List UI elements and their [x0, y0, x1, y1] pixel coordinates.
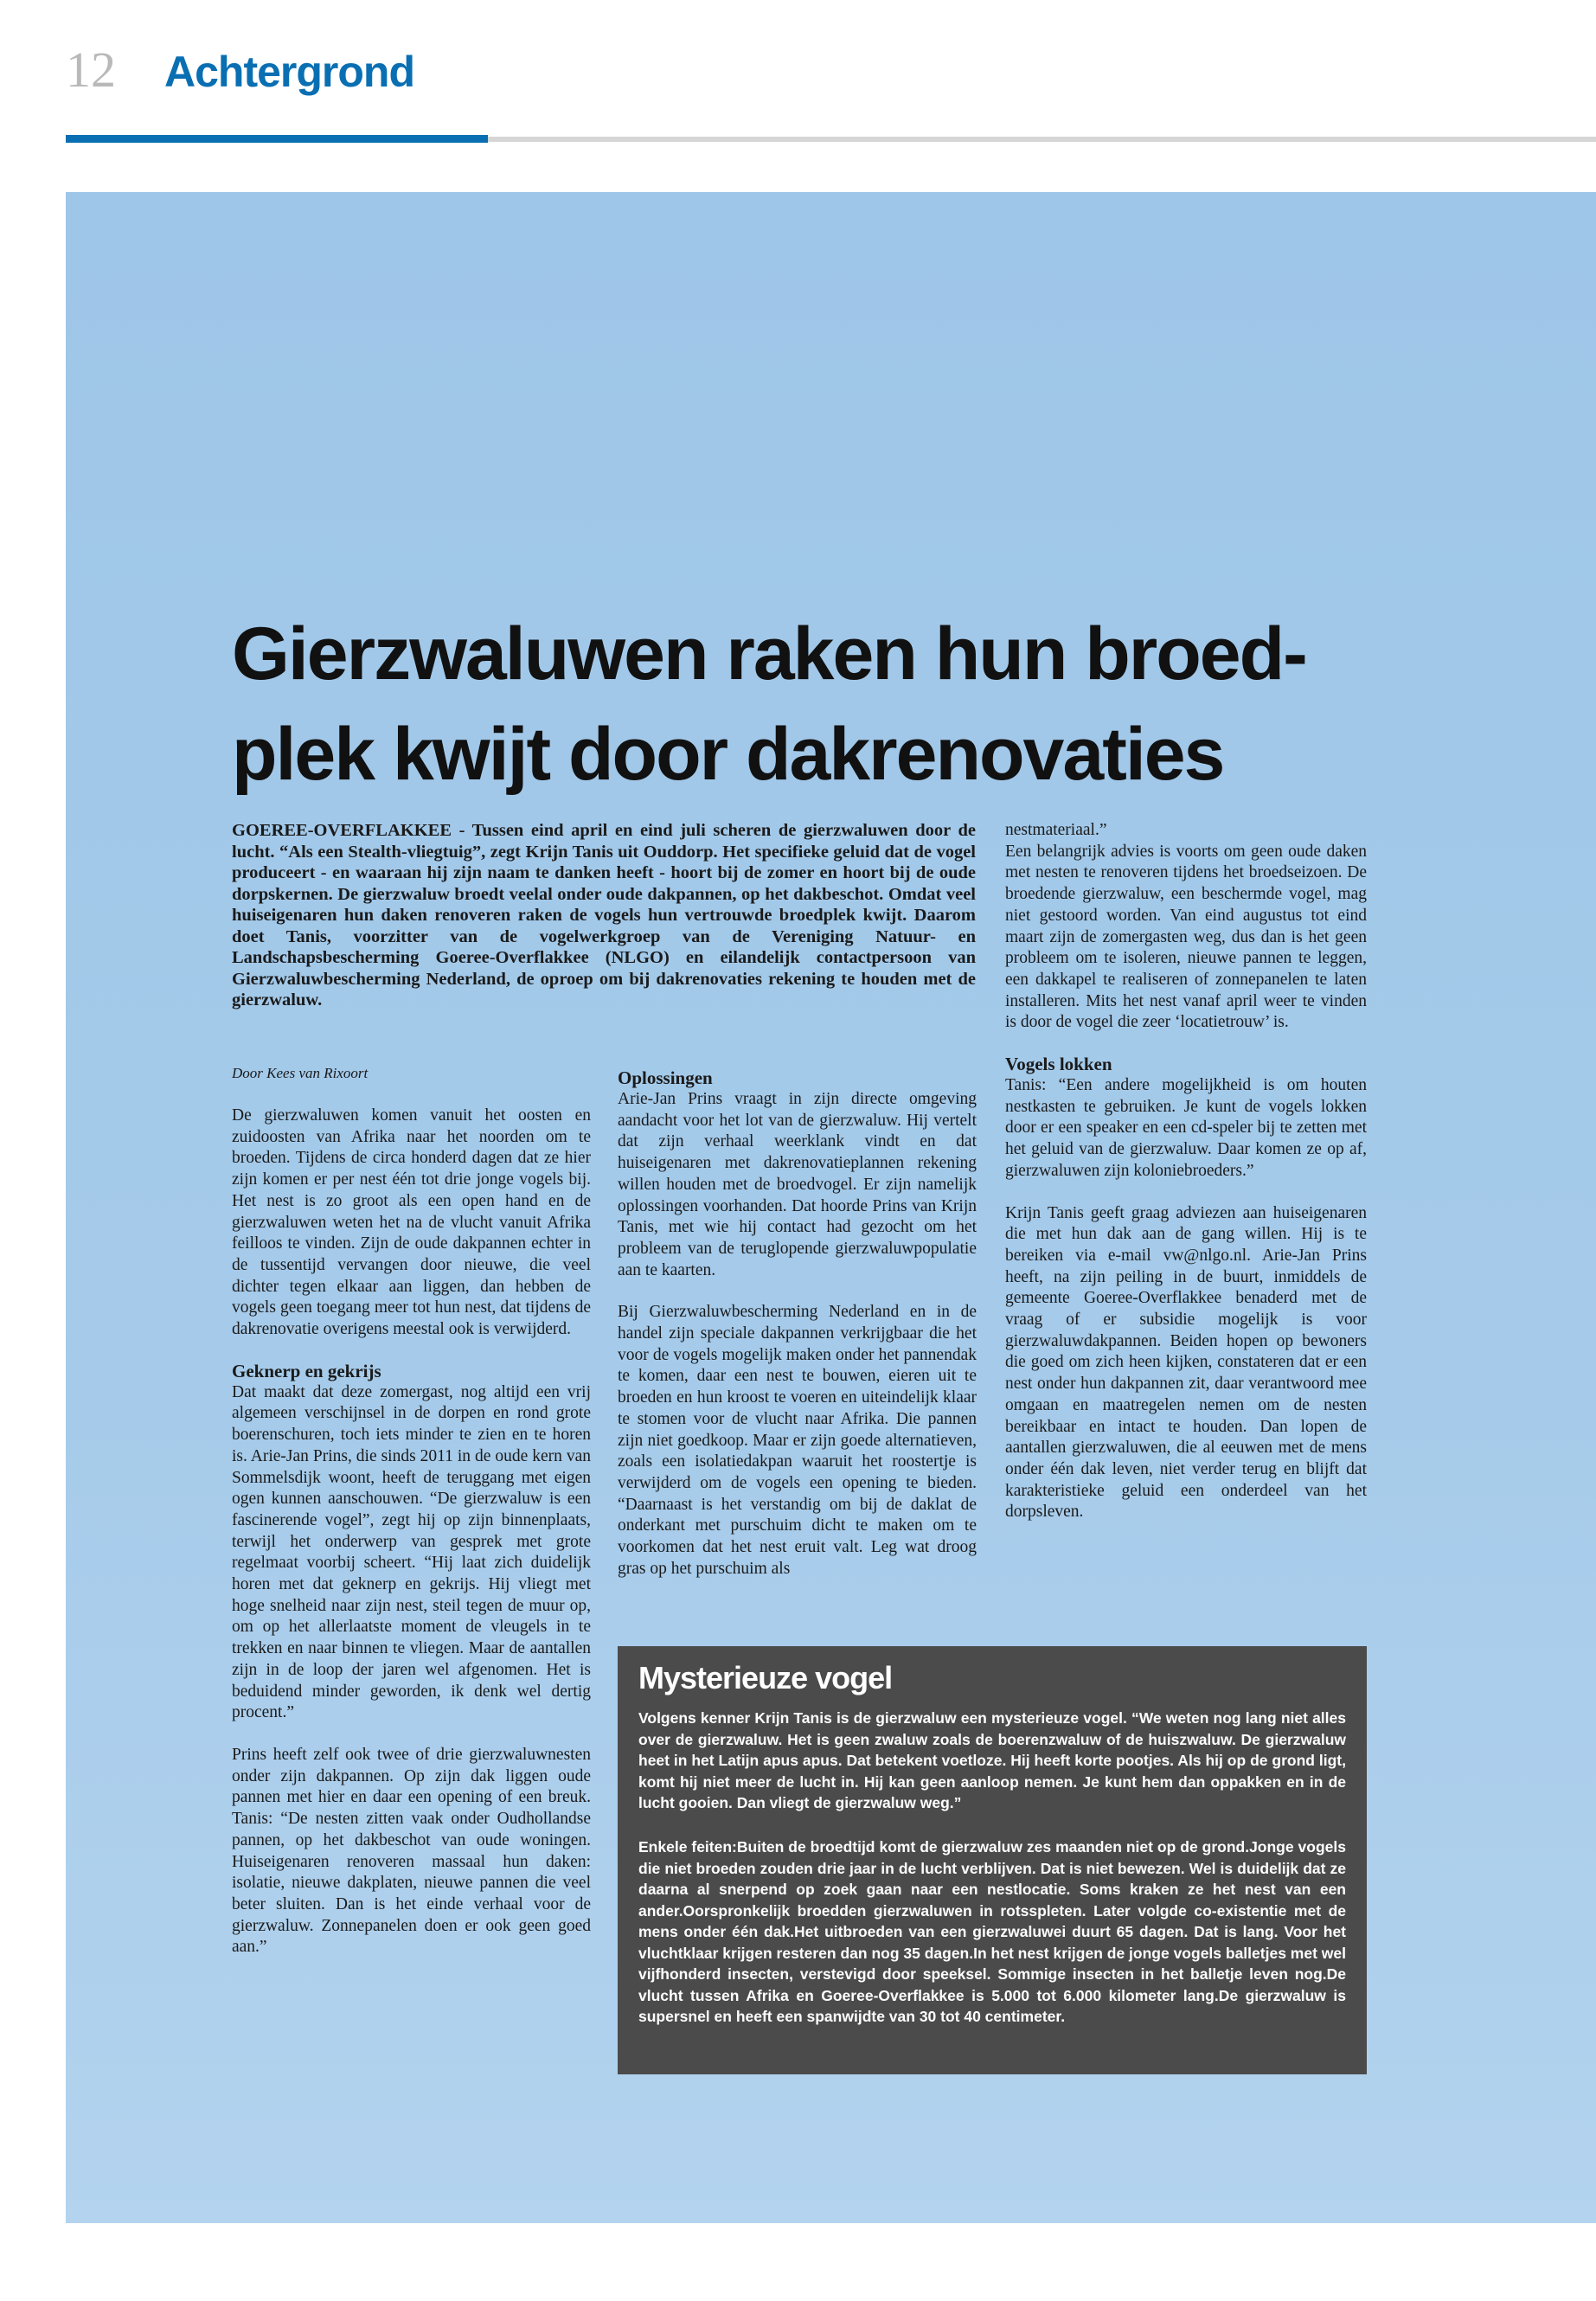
paragraph: De gierzwaluwen komen vanuit het oosten en zuidoosten van Afrika naar het noorden om te broeden. Tijdens de circa honderd dagen dat ze hier zijn komen er per nest één tot drie jonge vogels bij. Het nest is zo groot als een open hand en de gierzwaluwen weten het na de vlucht vanuit Afrika feilloos te vinden. Zijn de oude dakpannen echter in de tussentijd vervangen door nieuwe, die veel dichter tegen elkaar aan liggen, dan hebben de vogels geen toegang meer tot hun nest, dat tijdens de dakrenovatie overigens meestal ook is verwijderd. — [232, 1106, 591, 1339]
header-rule-accent — [66, 135, 488, 143]
sidebar-box — [618, 1646, 1367, 2074]
article-lead: GOEREE-OVERFLAKKEE - Tussen eind april en eind juli scheren de gierzwaluwen door de lucht. “Als een Stealth-vliegtuig”, zegt Krijn Tanis uit Ouddorp. Het specifieke geluid dat de vogel produceert - en waaraan hij zijn naam te danken heeft - hoort bij de zomer en hoort bij de oude dorpskernen. De gierzwaluw broedt veelal onder oude dakpannen, op het dakbeschot. Omdat veel huiseigenaren hun daken renoveren raken de vogels hun vertrouwde broedplek kwijt. Daarom doet Tanis, voorzitter van de vogelwerkgroep van de Vereniging Natuur- en Landschapsbescherming Goeree-Overflakkee (NLGO) en eilandelijk contactpersoon van Gierzwaluwbescherming Nederland, de oproep om bij dakrenovaties rekening te houden met de gierzwaluw. — [232, 821, 976, 1009]
article-headline: Gierzwaluwen raken hun broed-plek kwijt door dakrenovaties — [232, 612, 1306, 796]
paragraph: nestmateriaal.” — [1005, 821, 1107, 839]
article-column-1 — [232, 1064, 591, 1958]
paragraph: Tanis: “Een andere mogelijkheid is om houten nestkasten te gebruiken. Je kunt de vogels lokken door er een speaker en een cd-speler bij te zetten met het geluid van de gierzwaluw. Daar komen ze op af, gierzwaluwen zijn koloniebroeders.” — [1005, 1076, 1367, 1180]
paragraph: Dat maakt dat deze zomergast, nog altijd een vrij algemeen verschijnsel in de dorpen en rond grote boerenschuren, toch iets minder te zien en te horen is. Arie-Jan Prins, die sinds 2011 in de oude kern van Sommelsdijk woont, heeft de teruggang met eigen ogen kunnen aanschouwen. “De gierzwaluw is een fascinerende vogel”, zegt hij op zijn binnenplaats, terwijl het onderwerp van gesprek met grote regelmaat voorbij scheert. “Hij laat zich duidelijk horen met dat geknerp en gekrijs. Hij vliegt met hoge snelheid naar zijn nest, steil tegen de muur op, om op het allerlaatste moment de vleugels in te trekken en naar binnen te vliegen. Maar de aantallen zijn in de loop der jaren wel afgenomen. Het is beduidend minder geworden, ik denk wel dertig procent.” — [232, 1382, 591, 1722]
subheading: Geknerp en gekrijs — [232, 1360, 381, 1381]
paragraph: Een belangrijk advies is voorts om geen oude daken met nesten te renoveren tijdens het broedseizoen. De broedende gierzwaluw, een beschermde vogel, mag niet gestoord worden. Van eind augustus tot eind maart zijn de zomergasten weg, dus dan is het geen probleem om te isoleren, nieuwe pannen te leggen, een dakkapel te realiseren of zonnepanelen te laten installeren. Mits het nest vanaf april weer te vinden is door de vogel die zeer ‘locatietrouw’ is. — [1005, 842, 1367, 1032]
page-number: 12 — [66, 42, 116, 98]
byline: Door Kees van Rixoort — [232, 1065, 369, 1081]
subheading: Oplossingen — [618, 1067, 713, 1088]
article-column-2 — [618, 1067, 977, 1580]
section-title: Achtergrond — [164, 48, 414, 96]
sidebar-title: Mysterieuze vogel — [638, 1660, 893, 1695]
sidebar-paragraph: Volgens kenner Krijn Tanis is de gierzwaluw een mysterieuze vogel. “We weten nog lang niet alles over de gierzwaluw. Het is geen zwaluw zoals de boerenzwaluw of de huiszwaluw. De gierzwaluw heet in het Latijn apus apus. Dat betekent voetloze. Hij heeft korte pootjes. Als hij op de grond ligt, komt hij niet meer de lucht in. Hij kan geen aanloop nemen. Je kunt hem dan oppakken en in de lucht gooien. Dan vliegt de gierzwaluw weg.” — [638, 1709, 1346, 1811]
paragraph: Arie-Jan Prins vraagt in zijn directe omgeving aandacht voor het lot van de gierzwaluw. Hij vertelt dat zijn verhaal weerklank vindt en dat huiseigenaren met dakrenovatieplannen rekening willen houden met de broedvogel. Er zijn namelijk oplossingen voorhanden. Dat hoorde Prins van Krijn Tanis, met wie hij contact had gezocht om het probleem van de teruglopende gierzwaluwpopulatie aan te kaarten. — [618, 1090, 977, 1279]
paragraph: Krijn Tanis geeft graag adviezen aan huiseigenaren die met hun dak aan de gang willen. Hij is te bereiken via e-mail vw@nlgo.nl. Arie-Jan Prins heeft, na zijn peiling in de buurt, inmiddels de gemeente Goeree-Overflakkee benaderd met de vraag of er subsidie mogelijk is voor gierzwaluwdakpannen. Beiden hopen op bewoners die goed om zich heen kijken, constateren dat er een nest onder hun dakpannen zit, daar verantwoord mee omgaan en maatregelen nemen om de nesten bereikbaar en intact te houden. Dan lopen de aantallen gierzwaluwen, die al eeuwen met de mens onder één dak leven, niet verder terug en blijft dat karakteristieke geluid een onderdeel van het dorpsleven. — [1005, 1203, 1367, 1522]
paragraph: Bij Gierzwaluwbescherming Nederland en in de handel zijn speciale dakpannen verkrijgbaar die het voor de vogels mogelijk maken onder het pannendak te komen, daar een nest te bouwen, eieren uit te broeden en hun kroost te voeren en uiteindelijk klaar te stomen voor de vlucht naar Afrika. Die pannen zijn niet goedkoop. Maar er zijn goede alternatieven, zoals een isolatiedakpan waaruit het roostertje is verwijderd om de vogels een opening te bieden. “Daarnaast is het verstandig om bij de daklat de onderkant met purschuim dicht te maken om te voorkomen dat het nest eruit valt. Leg wat droog gras op het purschuim als — [618, 1303, 977, 1578]
article-column-3 — [1005, 820, 1367, 1523]
paragraph: Prins heeft zelf ook twee of drie gierzwaluwnesten onder zijn dakpannen. Op zijn dak liggen oude pannen met hier en daar een opening of een breuk. Tanis: “De nesten zitten vaak onder Oudhollandse pannen, op het dakbeschot van oude woningen. Huiseigenaren renoveren massaal hun daken: isolatie, nieuwe dakplaten, nieuwe pannen die veel beter sluiten. Dan is het einde verhaal voor de gierzwaluw. Zonnepanelen doen er ook geen goed aan.” — [232, 1745, 591, 1957]
sidebar-facts: Enkele feiten:Buiten de broedtijd komt de gierzwaluw zes maanden niet op de grond.Jonge vogels die niet broeden zouden drie jaar in de lucht verblijven. Dat is niet bewezen. Wel is duidelijk dat ze daarna al snerpend op zoek gaan naar een nestlocatie. Soms kraken ze het nest van een ander.Oorspronkelijk broedden gierzwaluwen in rotsspleten. Later volgde co-existentie met de mens onder één dak.Het uitbroeden van een gierzwaluwei duurt 65 dagen. Dat is lang. Voor het vluchtklaar krijgen resteren dan nog 35 dagen.In het nest krijgen de jonge vogels balletjes met wel vijfhonderd insecten, verstevigd door speeksel. Sommige insecten in het balletje leven nog.De vlucht tussen Afrika en Goeree-Overflakkee is 5.000 tot 6.000 kilometer lang.De gierzwaluw is supersnel en heeft een spanwijdte van 30 tot 40 centimeter. — [638, 1838, 1346, 2025]
subheading: Vogels lokken — [1005, 1054, 1112, 1075]
